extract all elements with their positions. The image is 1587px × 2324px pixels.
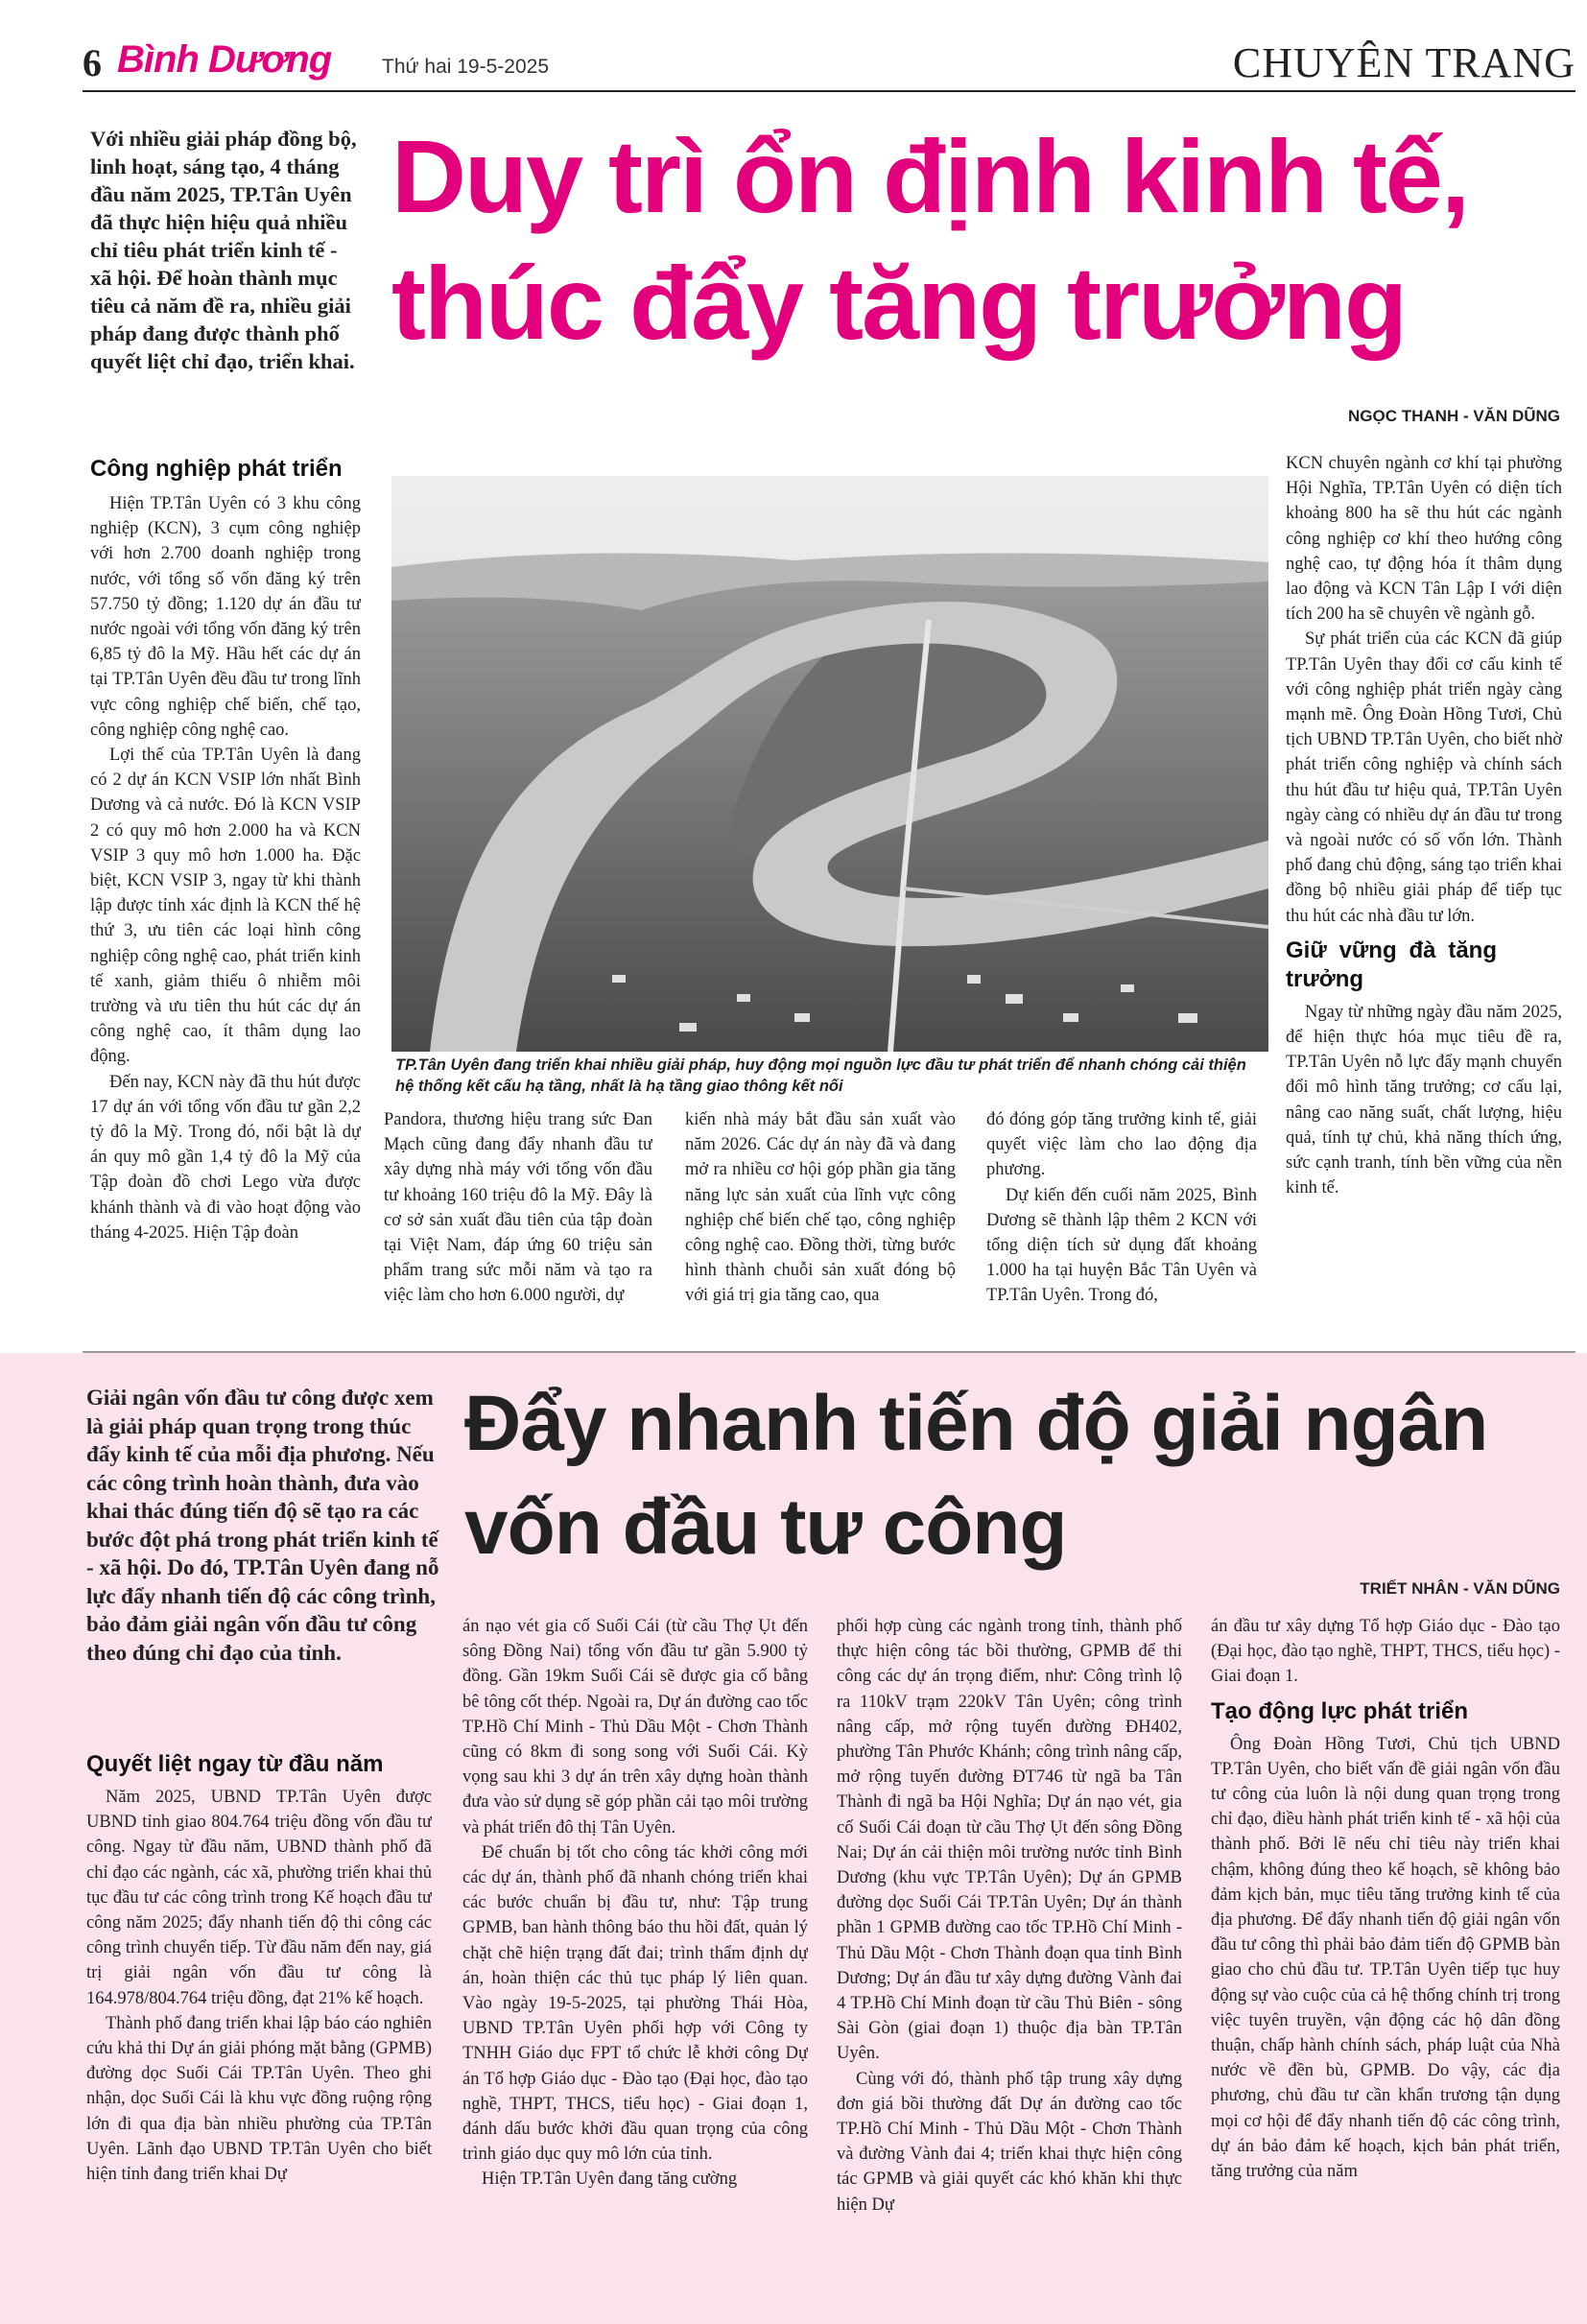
issue-date: Thứ hai 19-5-2025 [382,56,549,78]
article2-column-1 [86,1750,432,2312]
aerial-photo-river [391,476,1268,1052]
article1-subhead-industry: Công nghiệp phát triển [90,456,343,482]
article2-paragraph: phối hợp cùng các ngành trong tỉnh, thành phố thực hiện công tác bồi thường, GPMB để thi công các dự án trọng điểm, như: Công trình lộ ra 110kV trạm 220kV Tân Uyên; công trình nâng cấp, mở rộng tuyến đường ĐH402, phường Tân Phước Khánh; công trình nâng cấp, mở rộng tuyến đường ĐT746 từ ngã ba Tân Thành đi ngã ba Hội Nghĩa; Dự án nạo vét, gia cố Suối Cái đoạn từ cầu Thợ Ụt đến sông Đồng Nai; Dự án cải thiện môi trường nước tỉnh Bình Dương (khu vực TP.Tân Uyên); Dự án GPMB đường dọc Suối Cái TP.Tân Uyên; Dự án thành phần 1 GPMB đường cao tốc TP.Hồ Chí Minh - Thủ Dầu Một - Chơn Thành đoạn qua tỉnh Bình Dương; Dự án đầu tư xây dựng đường Vành đai 4 TP.Hồ Chí Minh đoạn từ cầu Thủ Biên - sông Sài Gòn (giai đoạn 1) thuộc địa bàn TP.Tân Uyên. [837,1617,1182,2064]
article1-column-3 [685,1107,956,1330]
article1-headline: Duy trì ổn định kinh tế, thúc đẩy tăng trưởng [391,118,1468,361]
photo-caption: TP.Tân Uyên đang triển khai nhiều giải pháp, huy động mọi nguồn lực đầu tư phát triển để nhanh chóng cải thiện hệ thống kết cấu hạ tầng, nhất là hạ tầng giao thông kết nối [395,1056,1246,1095]
newspaper-logo: Bình Dương [117,38,332,81]
article1-paragraph: Lợi thế của TP.Tân Uyên là đang có 2 dự án KCN VSIP lớn nhất Bình Dương và cả nước. Đó là KCN VSIP 2 có quy mô hơn 2.000 ha và KCN VSIP 3 quy mô hơn 1.000 ha. Đặc biệt, KCN VSIP 3, ngay từ khi thành lập được tỉnh xác định là KCN thế hệ thứ 3, ưu tiên các loại hình công nghiệp công nghệ cao, phát triển kinh tế xanh, giảm thiểu ô nhiễm môi trường và ưu tiên thu hút các dự án công nghệ cao, ít thâm dụng lao động. [90,746,361,1067]
article2-paragraph: Để chuẩn bị tốt cho công tác khởi công mới các dự án, thành phố đã nhanh chóng triển khai các bước chuẩn bị đầu tư, như: Tập trung GPMB, ban hành thông báo thu hồi đất, quản lý chặt chẽ hiện trạng đất đai; trình thẩm định dự án, hoàn thiện các thủ tục pháp lý liên quan. Vào ngày 19-5-2025, tại phường Thái Hòa, UBND TP.Tân Uyên phối hợp với Công ty TNHH Giáo dục FPT tổ chức lễ khởi công Dự án Tổ hợp Giáo dục - Đào tạo (Đại học, đào tạo nghề, THPT, THCS, tiểu học) - Giai đoạn 1, đánh dấu bước khởi đầu quan trọng của công trình giáo dục quy mô lớn của tỉnh. [462,1842,808,2165]
article1-paragraph: Hiện TP.Tân Uyên có 3 khu công nghiệp (KCN), 3 cụm công nghiệp với hơn 2.700 doanh nghiệp trong nước, với tổng số vốn đăng ký trên 57.750 tỷ đồng; 1.120 dự án đầu tư nước ngoài với tổng vốn đăng ký trên 6,85 tỷ đô la Mỹ. Hầu hết các dự án tại TP.Tân Uyên đều đầu tư trong lĩnh vực công nghiệp chế biến, chế tạo, công nghiệp công nghệ cao. [90,494,361,740]
article1-paragraph: Ngay từ những ngày đầu năm 2025, để hiện thực hóa mục tiêu đề ra, TP.Tân Uyên nỗ lực đẩy mạnh chuyển đổi mô hình tăng trưởng; cơ cấu lại, nâng cao năng suất, chất lượng, hiệu quả, tính tự chủ, khả năng thích ứng, sức cạnh tranh, tính bền vững của nền kinh tế. [1286,1002,1562,1198]
article2-lead: Giải ngân vốn đầu tư công được xem là giải pháp quan trọng trong thúc đẩy kinh tế của mỗi địa phương. Nếu các công trình hoàn thành, đưa vào khai thác đúng tiến độ sẽ tạo ra các bước đột phá trong phát triển kinh tế - xã hội. Do đó, TP.Tân Uyên đang nỗ lực đẩy nhanh tiến độ các công trình, bảo đảm giải ngân vốn đầu tư công theo đúng chỉ đạo của tỉnh. [86,1386,439,1665]
article2-column-2 [462,1614,808,2314]
article1-subhead-growth: Giữ vững đà tăng trưởng [1286,937,1497,992]
page-number: 6 [83,41,102,84]
article2-paragraph: Hiện TP.Tân Uyên đang tăng cường [482,2170,738,2190]
article1-paragraph: Pandora, thương hiệu trang sức Đan Mạch cũng đang đẩy nhanh đầu tư xây dựng nhà máy với tổng vốn đầu tư khoảng 160 triệu đô la Mỹ. Đây là cơ sở sản xuất đầu tiên của tập đoàn tại Việt Nam, đáp ứng 60 triệu sản phẩm trang sức mỗi năm và tạo ra việc làm cho hơn 6.000 người, dự [384,1110,652,1306]
article1-paragraph: kiến nhà máy bắt đầu sản xuất vào năm 2026. Các dự án này đã và đang mở ra nhiều cơ hội góp phần gia tăng năng lực sản xuất của lĩnh vực công nghiệp chế biến chế tạo, công nghiệp công nghệ cao. Đồng thời, từng bước hình thành chuỗi sản xuất đóng bộ với giá trị gia tăng cao, qua [685,1110,956,1306]
article1-paragraph: Dự kiến đến cuối năm 2025, Bình Dương sẽ thành lập thêm 2 KCN với tổng diện tích sử dụng đất khoảng 1.000 ha tại huyện Bắc Tân Uyên và TP.Tân Uyên. Trong đó, [986,1185,1257,1306]
article1-column-2 [384,1107,652,1330]
article2-paragraph: án đầu tư xây dựng Tổ hợp Giáo dục - Đào tạo (Đại học, đào tạo nghề, THPT, THCS, tiểu học) - Giai đoạn 1. [1211,1617,1560,1687]
article1-lead: Với nhiều giải pháp đồng bộ, linh hoạt, sáng tạo, 4 tháng đầu năm 2025, TP.Tân Uyên đã thực hiện hiệu quả nhiều chỉ tiêu phát triển kinh tế - xã hội. Để hoàn thành mục tiêu cả năm đề ra, nhiều giải pháp đang được thành phố quyết liệt chỉ đạo, triển khai. [90,127,357,373]
article2-column-3 [837,1614,1182,2314]
page-header [83,38,1575,92]
article2-paragraph: Cùng với đó, thành phố tập trung xây dựng đơn giá bồi thường đất Dự án đường cao tốc TP.Hồ Chí Minh - Thủ Dầu Một - Chơn Thành và đường Vành đai 4; triển khai thực hiện công tác GPMB và giải quyết các khó khăn khi thực hiện Dự [837,2069,1182,2215]
article1-column-1 [90,455,361,1318]
article1-column-5 [1286,451,1562,1332]
article2-paragraph: Thành phố đang triển khai lập báo cáo nghiên cứu khả thi Dự án giải phóng mặt bằng (GPMB) đường dọc Suối Cái TP.Tân Uyên. Theo ghi nhận, dọc Suối Cái là khu vực đồng ruộng rộng lớn đi qua địa bàn nhiều phường của TP.Tân Uyên. Lãnh đạo UBND TP.Tân Uyên cho biết hiện tỉnh đang triển khai Dự [86,2013,432,2185]
aerial-river-illustration [391,476,1268,1052]
article2-paragraph: Ông Đoàn Hồng Tươi, Chủ tịch UBND TP.Tân Uyên, cho biết vấn đề giải ngân vốn đầu tư công của luôn là nội dung quan trọng trong chỉ đạo, điều hành phát triển kinh tế - xã hội của thành phố. Bởi lẽ nếu chỉ tiêu này triển khai chậm, không đúng theo kế hoạch, sẽ không bảo đảm kịch bản, mục tiêu tăng trưởng kinh tế của địa phương. Để đẩy nhanh tiến độ giải ngân vốn đầu tư công thì phải bảo đảm tiến độ GPMB bàn giao cho chủ đầu tư. TP.Tân Uyên tiếp tục huy động sự vào cuộc của cả hệ thống chính trị trong việc tuyên truyền, vận động các hộ dân đồng thuận, chấp hành chính sách, pháp luật của Nhà nước về đền bù, GPMB. Do vậy, các địa phương, chủ đầu tư cần khẩn trương tận dụng mọi cơ hội để đẩy nhanh tiến độ các công trình, dự án bảo đảm kế hoạch, kịch bản phát triển, tăng trưởng của năm [1211,1734,1560,2182]
article2-paragraph: Năm 2025, UBND TP.Tân Uyên được UBND tỉnh giao 804.764 triệu đồng vốn đầu tư công. Ngay từ đầu năm, UBND thành phố đã chỉ đạo các ngành, các xã, phường triển khai thủ tục đầu tư các công trình trong Kế hoạch đầu tư công năm 2025; đẩy nhanh tiến độ thi công các công trình chuyển tiếp. Từ đầu năm đến nay, giá trị giải ngân vốn đầu tư công là 164.978/804.764 triệu đồng, đạt 21% kế hoạch. [86,1788,432,2008]
article1-paragraph: Đến nay, KCN này đã thu hút được 17 dự án với tổng vốn đầu tư gần 2,2 tỷ đô la Mỹ. Trong đó, nổi bật là dự án quy mô gần 1,4 tỷ đô la Mỹ của Tập đoàn đồ chơi Lego vừa được khánh thành và đi vào hoạt động vào tháng 4-2025. Hiện Tập đoàn [90,1072,361,1243]
article1-byline: NGỌC THANH - VĂN DŨNG [1348,407,1560,425]
article1-paragraph: đó đóng góp tăng trưởng kinh tế, giải quyết việc làm cho lao động địa phương. [986,1110,1257,1180]
article2-paragraph: án nạo vét gia cố Suối Cái (từ cầu Thợ Ụt đến sông Đồng Nai) tổng vốn đầu tư gần 5.900 tỷ đồng. Gần 19km Suối Cái sẽ được gia cố bằng bê tông cốt thép. Ngoài ra, Dự án đường cao tốc TP.Hồ Chí Minh - Thủ Dầu Một - Chơn Thành cũng có 8km đi song song với Suối Cái. Kỳ vọng sau khi 3 dự án trên xây dựng hoàn thành đưa vào sử dụng sẽ góp phần cải tạo môi trường và phát triển đô thị Tân Uyên. [462,1617,808,1838]
article1-paragraph: Sự phát triển của các KCN đã giúp TP.Tân Uyên thay đổi cơ cấu kinh tế với công nghiệp phát triển ngày càng mạnh mẽ. Ông Đoàn Hồng Tươi, Chủ tịch UBND TP.Tân Uyên, cho biết nhờ phát triển công nghiệp và chính sách thu hút đầu tư hiệu quả, TP.Tân Uyên ngày càng có nhiều dự án đầu tư trong và ngoài nước có số vốn lớn. Thành phố đang chủ động, sáng tạo triển khai đồng bộ nhiều giải pháp để tiếp tục thu hút các nhà đầu tư lớn. [1286,629,1562,926]
article2-byline: TRIẾT NHÂN - VĂN DŨNG [1360,1579,1560,1598]
article1-paragraph: KCN chuyên ngành cơ khí tại phường Hội Nghĩa, TP.Tân Uyên có diện tích khoảng 800 ha sẽ thu hút các ngành công nghiệp cơ khí theo hướng công nghệ cao, tự động hóa ít thâm dụng lao động và KCN Tân Lập I với diện tích 200 ha sẽ chuyên về ngành gỗ. [1286,454,1562,625]
article2-headline: Đẩy nhanh tiến độ giải ngân vốn đầu tư công [464,1380,1488,1571]
article2-subhead-momentum: Tạo động lực phát triển [1211,1697,1469,1724]
article2-subhead-decisive: Quyết liệt ngay từ đầu năm [86,1751,384,1777]
article2-column-4 [1211,1614,1560,2314]
article1-column-4 [986,1107,1257,1330]
section-title: CHUYÊN TRANG [1232,39,1575,86]
